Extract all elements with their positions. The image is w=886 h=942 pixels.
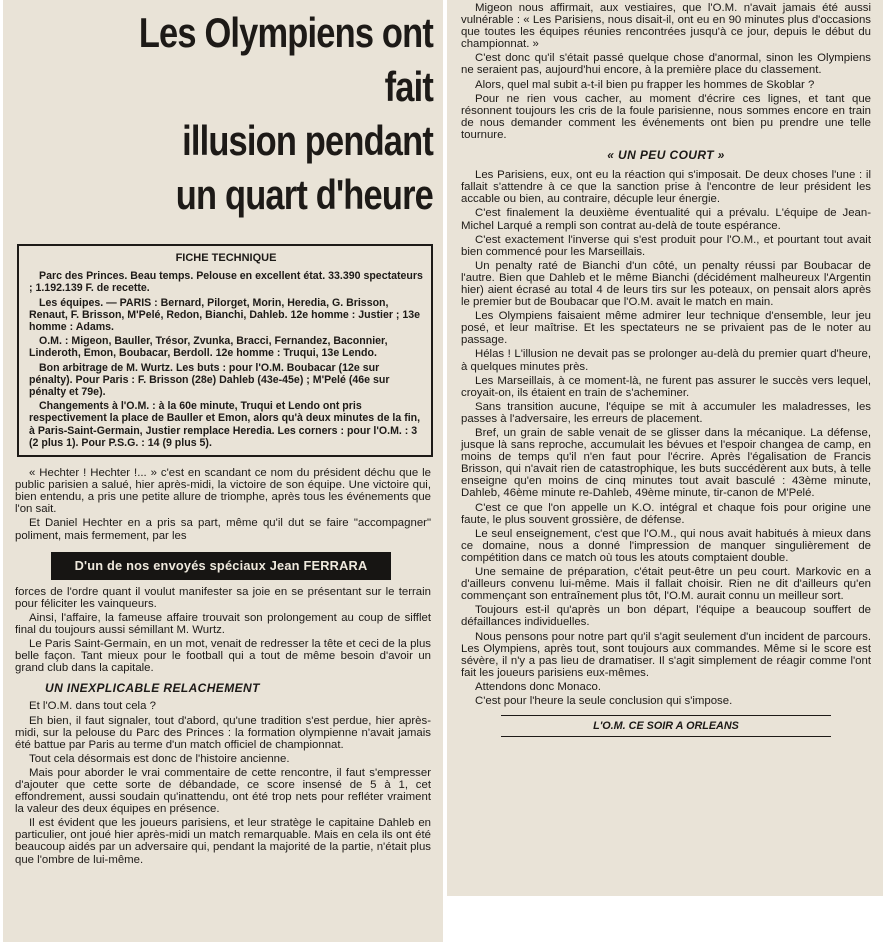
right-article-body [461, 2, 871, 737]
headline-line-1: Les Olympiens ont fait [138, 9, 433, 110]
paragraph: Bref, un grain de sable venait de se glisser dans la mécanique. La défense, jusque là sans reproche, accumulait les bévues et l'espoir changea de camp, en moins de temps qu'il n'en faut pour l'écrire. Après l'égalisation de Francis Brisson, qui n'avait rien de catastrophique, les buts succédèrent aux buts, à telle enseigne qu'en moins de cinq minutes tout avait basculé : 43ème minute, Dahleb, 46ème minute re-Dahleb, 49ème minute, tir-canon de M'Pelé. [461, 427, 871, 500]
paragraph: Toujours est-il qu'après un bon départ, l'équipe a beaucoup souffert de défaillances individuelles. [461, 604, 871, 629]
fiche-paragraph: Les équipes. — PARIS : Bernard, Pilorget, Morin, Heredia, G. Brisson, Renaut, F. Brisson, M'Pelé, Redon, Bianchi, Dahleb. 12e homme : Justier ; 13e homme : Adams. [29, 296, 421, 334]
headline-line-2: illusion pendant [182, 117, 433, 164]
paragraph: C'est pour l'heure la seule conclusion qui s'impose. [475, 694, 733, 707]
fiche-technique-box [17, 244, 433, 457]
fiche-paragraph: Parc des Princes. Beau temps. Pelouse en excellent état. 33.390 spectateurs ; 1.192.139 F. de recette. [29, 270, 423, 295]
paragraph: Le Paris Saint-Germain, en un mot, venait de redresser la tête et ceci de la plus belle façon. Tant mieux pour le football qui a tout de même besoin d'avoir un grand club dans la capitale. [15, 638, 431, 675]
fiche-paragraph: O.M. : Migeon, Bauller, Trésor, Zvunka, Bracci, Fernandez, Baconnier, Linderoth, Emon, Boubacar, Berdoll. 12e homme : Truqui, 13e Lendo. [29, 335, 388, 360]
paragraph: Et Daniel Hechter en a pris sa part, même qu'il dut se faire "accompagner" poliment, mais fermement, par les [15, 517, 431, 542]
fiche-title: FICHE TECHNIQUE [175, 252, 277, 264]
paragraph: Il est évident que les joueurs parisiens, et leur stratège le capitaine Dahleb en particulier, ont joué hier après-midi un match remarquable. Mais en cela ils ont été beaucoup aidés par un adversaire qui, pendant la majorité de la partie, n'était plus que l'ombre de lui-même. [15, 817, 431, 866]
paragraph: Les Parisiens, eux, ont eu la réaction qui s'imposait. De deux choses l'une : il fallait s'attendre à ce que la sanction prise à l'encontre de leur président les accable ou bien, au contraire, décuple leur énergie. [461, 169, 871, 206]
paragraph: C'est ce que l'on appelle un K.O. intégral et chaque fois pour origine une faute, le plus souvent grossière, de défense. [461, 501, 871, 526]
paragraph: Tout cela désormais est donc de l'histoire ancienne. [29, 752, 290, 765]
headline [89, 6, 433, 222]
paragraph: Sans transition aucune, l'équipe se mit à accumuler les maladresses, les passes à l'adversaire, les erreurs de placement. [461, 400, 871, 425]
left-clipping [3, 0, 443, 942]
paragraph: Pour ne rien vous cacher, au moment d'écrire ces lignes, et tant que résonnent toujours les cris de la foule parisienne, nous sommes encore en train de nous demander comment les événements ont bien pu prendre une telle tournure. [461, 92, 871, 141]
paragraph: Attendons donc Monaco. [475, 680, 602, 693]
paragraph: Ainsi, l'affaire, la fameuse affaire trouvait son prolongement au coup de sifflet final du toujours aussi sémillant M. Wurtz. [15, 611, 431, 636]
headline-line-3: un quart d'heure [175, 171, 433, 218]
paragraph: Une semaine de préparation, c'était peut-être un peu court. Markovic en a d'ailleurs convenu lui-même. Mais il fallait choisir. Rien ne dit d'ailleurs qu'en commençant son entraînement plus tôt, l'O.M. aurait connu un meilleur sort. [461, 566, 871, 603]
right-clipping [447, 0, 883, 896]
byline-banner: D'un de nos envoyés spéciaux Jean FERRARA [51, 552, 391, 580]
paragraph: Alors, quel mal subit a-t-il bien pu frapper les hommes de Skoblar ? [475, 78, 815, 91]
paragraph: C'est exactement l'inverse qui s'est produit pour l'O.M., et pourtant tout avait bien commencé pour les Marseillais. [461, 233, 871, 258]
left-article-body [15, 467, 431, 866]
paragraph: Hélas ! L'illusion ne devait pas se prolonger au-delà du premier quart d'heure, à quelques minutes près. [461, 348, 871, 373]
paragraph: C'est finalement la deuxième éventualité qui a prévalu. L'équipe de Jean-Michel Larqué a rempli son contrat au-delà de toute espérance. [461, 207, 871, 232]
paragraph: Nous pensons pour notre part qu'il s'agit seulement d'un incident de parcours. Les Olympiens, après tout, sont toujours aux commandes. Même si le score est sévère, il n'y a pas lieu de dramatiser. Il s'agit simplement de réagir comme l'ont fait les joueurs parisiens eux-mêmes. [461, 630, 871, 679]
paragraph: C'est donc qu'il s'était passé quelque chose d'anormal, sinon les Olympiens ne seraient pas, aujourd'hui encore, à la première place du classement. [461, 52, 871, 77]
paragraph: Et l'O.M. dans tout cela ? [29, 700, 156, 713]
subheading-relachement: UN INEXPLICABLE RELACHEMENT [45, 681, 260, 696]
paragraph: « Hechter ! Hechter !... » c'est en scandant ce nom du président déchu que le public parisien a salué, hier après-midi, la victoire de son équipe. Une victoire qui, bien entendu, a pris une petite allure de triomphe, après tous les événements que l'on sait. [15, 467, 431, 516]
paragraph: Les Marseillais, à ce moment-là, ne furent pas assurer le succès vers lequel, croyait-on, ils étaient en train de s'acheminer. [461, 374, 871, 399]
paragraph: Eh bien, il faut signaler, tout d'abord, qu'une tradition s'est perdue, hier après-midi, sur la pelouse du Parc des Princes : la formation olympienne n'avait jamais été battue par Paris au terme d'un match officiel de championnat. [15, 714, 431, 751]
footer-teaser: L'O.M. CE SOIR A ORLEANS [593, 720, 739, 733]
footer-rule-top [501, 715, 831, 716]
fiche-paragraph: Bon arbitrage de M. Wurtz. Les buts : pour l'O.M. Boubacar (12e sur pénalty). Pour Paris : F. Brisson (28e) Dahleb (43e-45e) ; M'Pelé (46e sur pénalty et 79e). [29, 361, 390, 399]
paragraph: Mais pour aborder le vrai commentaire de cette rencontre, il faut s'empresser d'ajouter que cette sorte de débandade, ce score insensé de 5 à 1, cet effondrement, aussi soudain qu'inattendu, ont été trop nets pour refléter vraiment la valeur des deux équipes en présence. [15, 766, 431, 816]
paragraph: Un penalty raté de Bianchi d'un côté, un penalty réussi par Boubacar de l'autre. Bien que Dahleb et le même Bianchi (décidément malheureux l'Argentin hier) aient écrasé au total 4 de leurs tirs sur les poteaux, on pensait alors après le premier but de Boubacar que l'O.M. avait le match en main. [461, 259, 871, 309]
footer-rule-bottom [501, 736, 831, 737]
paragraph: Les Olympiens faisaient même admirer leur technique d'ensemble, leur jeu posé, et leur maîtrise. Et les spectateurs ne se privaient pas de le noter au passage. [461, 310, 871, 347]
fiche-paragraph: Changements à l'O.M. : à la 60e minute, Truqui et Lendo ont pris respectivement la place de Bauller et Emon, alors qu'à deux minutes de la fin, à Paris-Saint-Germain, Justier remplace Heredia. Les corners : pour l'O.M. : 3 (2 plus 1). Pour P.S.G. : 14 (9 plus 5). [29, 400, 421, 449]
paragraph: Le seul enseignement, c'est que l'O.M., qui nous avait habitués à mieux dans ce domaine, nous a donné l'impression de manquer singulièrement de compétition dans ce match où tous les atouts comptaient double. [461, 527, 871, 564]
paragraph: forces de l'ordre quant il voulut manifester sa joie en se présentant sur le terrain pour féliciter les vainqueurs. [15, 585, 431, 610]
paragraph: Migeon nous affirmait, aux vestiaires, que l'O.M. n'avait jamais été aussi vulnérable : « Les Parisiens, nous disait-il, ont eu en 90 minutes plus d'occasions que toutes les équipes réunies rencontrées jusqu'à ce jour, depuis le début du championnat. » [461, 2, 871, 51]
subheading-un-peu-court: « UN PEU COURT » [607, 148, 725, 163]
